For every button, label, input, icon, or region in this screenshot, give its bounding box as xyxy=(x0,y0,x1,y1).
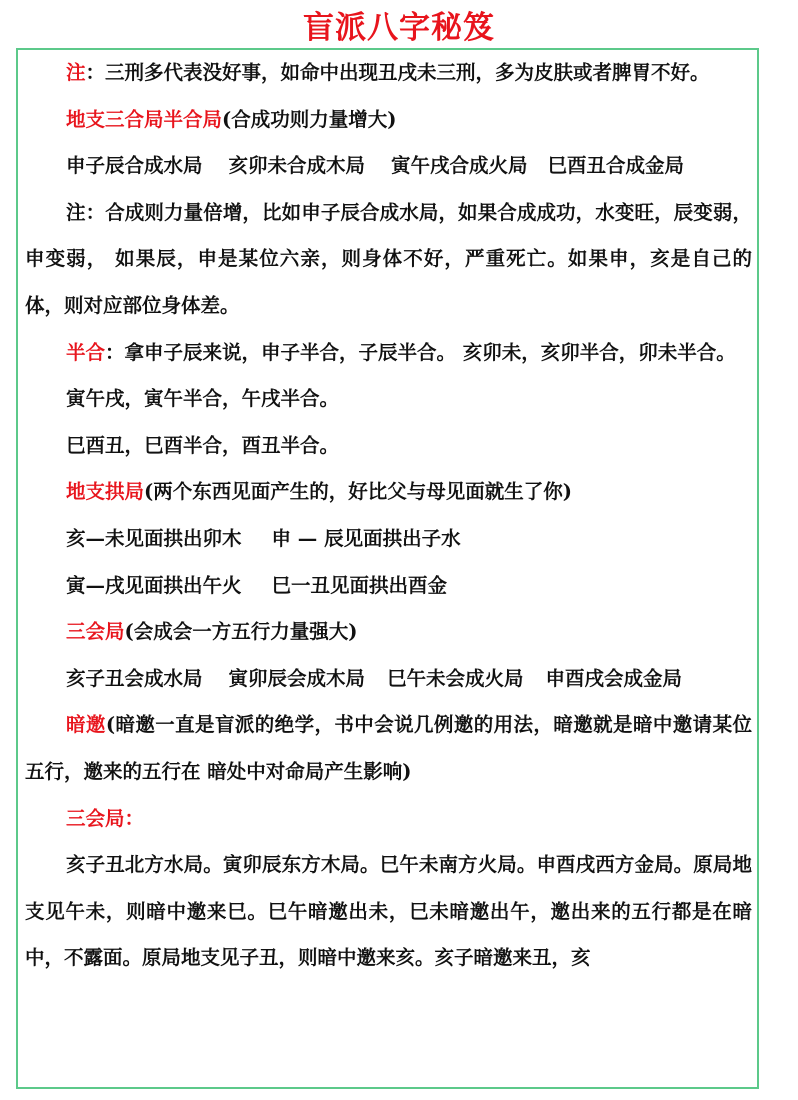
sanhui-item: 寅卯辰会成木局 xyxy=(228,666,366,690)
heading-sanhe-label: 地支三合局半合局 xyxy=(66,107,223,131)
heading-sanhui-note: (会成会一方五行力量强大) xyxy=(124,620,358,644)
paragraph-note-sanxing xyxy=(25,50,752,97)
heading-anyao-label: 暗邀 xyxy=(66,713,106,737)
heading-gong-label: 地支拱局 xyxy=(66,480,145,504)
banhe-text: ：拿申子辰来说，申子半合，子辰半合。 亥卯未，亥卯半合，卯未半合。 xyxy=(105,340,736,364)
heading-sanhui xyxy=(25,609,752,656)
heading-sanhe xyxy=(25,97,752,144)
heading-sanhui-2 xyxy=(25,796,752,843)
sanhe-item: 申子辰合成水局 xyxy=(66,154,203,178)
content-frame xyxy=(16,48,759,1089)
sanhui-item: 巳午未会成火局 xyxy=(387,666,524,690)
heading-gong xyxy=(25,469,752,516)
sanhui-item: 亥子丑会成水局 xyxy=(66,666,203,690)
banhe-line-2: 寅午戌，寅午半合，午戌半合。 xyxy=(66,387,340,411)
heading-sanhui-label: 三会局 xyxy=(66,620,125,644)
document-title: 盲派八字秘笈 xyxy=(303,10,495,46)
paragraph-sanhui-2: 亥子丑北方水局。寅卯辰东方木局。巳午未南方火局。申酉戌西方金局。原局地支见午未，则暗中邀来巳。巳午暗邀出未，巳未暗邀出午，邀出来的五行都是在暗中，不露面。原局地支见子丑，则暗中邀来亥。亥子暗邀来丑，亥 xyxy=(25,853,752,970)
heading-gong-note: (两个东西见面产生的，好比父与母见面就生了你) xyxy=(144,480,572,504)
paragraph-sanhe-note: 注：合成则力量倍增，比如申子辰合成水局，如果合成成功，水变旺，辰变弱，申变弱， 如果辰，申是某位六亲，则身体不好，严重死亡。如果申，亥是自己的体，则对应部位身体差。 xyxy=(25,200,752,317)
heading-sanhe-note: (合成功则力量增大) xyxy=(222,107,397,131)
gong-row-2 xyxy=(25,563,752,610)
paragraph-banhe xyxy=(25,330,752,377)
sanhe-item: 巳酉丑合成金局 xyxy=(547,154,685,178)
note-text: ：三刑多代表没好事，如命中出现丑戌未三刑，多为皮肤或者脾胃不好。 xyxy=(85,61,710,84)
sanhe-item: 寅午戌合成火局 xyxy=(391,154,528,178)
gong-item: 寅—戌见面拱出午火 xyxy=(66,573,242,597)
sanhui-items xyxy=(25,656,752,703)
sanhui-item: 申酉戌会成金局 xyxy=(545,666,683,690)
anyao-text: (暗邀一直是盲派的绝学，书中会说几例邀的用法，暗邀就是暗中邀请某位五行，邀来的五行在 暗处中对命局产生影响) xyxy=(25,713,752,783)
gong-row-1 xyxy=(25,516,752,563)
heading-sanhui-2-label: 三会局： xyxy=(66,806,145,830)
note-label: 注 xyxy=(66,61,86,84)
gong-item: 巳一丑见面拱出酉金 xyxy=(271,573,448,597)
sanhe-item: 亥卯未合成木局 xyxy=(228,154,366,178)
banhe-line-3: 巳酉丑，巳酉半合，酉丑半合。 xyxy=(66,433,340,457)
sanhe-items xyxy=(25,143,752,190)
gong-item: 申 — 辰见面拱出子水 xyxy=(271,526,461,550)
content-body xyxy=(25,50,752,982)
paragraph-anyao xyxy=(25,702,752,795)
heading-banhe-label: 半合 xyxy=(66,340,106,364)
gong-item: 亥—未见面拱出卯木 xyxy=(66,526,242,550)
